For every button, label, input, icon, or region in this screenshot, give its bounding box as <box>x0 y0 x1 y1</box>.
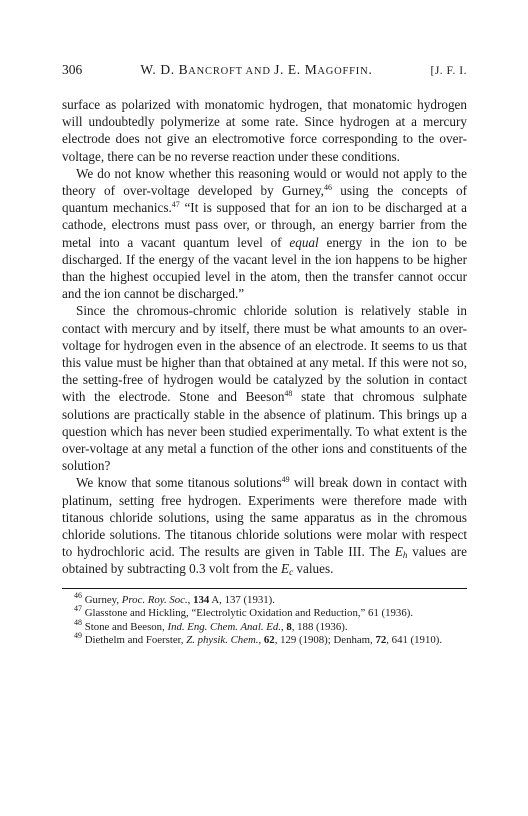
page-number: 306 <box>62 62 83 77</box>
footnote-47: $^{47}$ Glasstone and Hickling, “Electrolytic Oxidation and Reduction,” 61 (1936). <box>74 604 414 620</box>
footnote-49: $^{49}$ Diethelm and Foerster, Z. physik. Chem., 62, 129 (1908); Denham, 72, 641 (1910). <box>74 630 443 646</box>
footnote-46: $^{46}$ Gurney, Proc. Roy. Soc., 134 A, 137 (1931). <box>74 590 275 606</box>
article-body <box>62 96 467 578</box>
running-header <box>62 62 467 78</box>
footnote-ref-48[interactable]: 48 <box>284 389 293 399</box>
running-authors: W. D. BANCROFT AND J. E. MAGOFFIN. <box>140 62 373 77</box>
paragraph-1: surface as polarized with monatomic hydrogen, that monatomic hydrogen will undoubtedly polymerize at some rate. Since hydrogen at a mercury electrode does not give an electromotive force corresponding to the over-voltage, there can be no reverse reaction under these conditions. <box>62 97 467 164</box>
footnotes <box>62 590 467 648</box>
journal-abbrev: [J. F. I. <box>430 65 467 77</box>
footnote-ref-46[interactable]: 46 <box>323 183 332 193</box>
footnote-ref-47[interactable]: 47 <box>171 200 180 210</box>
paragraph-2: We do not know whether this reasoning would or would not apply to the theory of over-voltage developed by Gurney,$^{46}$ using the concepts of quantum mechanics.$^{47}$ “It is supposed that for an ion to be discharged at a cathode, electrons must pass over, or through, an energy barrier from the metal into a vacant quantum level of equal energy in the ion to be discharged. If the energy of the vacant level in the ion happens to be higher than the highest occupied level in the atom, then the transfer cannot occur and the ion cannot be discharged.” <box>62 165 468 302</box>
paragraph-3: Since the chromous-chromic chloride solution is relatively stable in contact with mercury and by itself, there must be what amounts to an over-voltage for hydrogen even in the absence of an electrode. It seems to us that this value must be higher than that obtained at any metal. If this were not so, the setting-free of hydrogen would be catalyzed by the solution in contact with the electrode. Stone and Beeson$^{48}$ state that chromous sulphate solutions are practically stable in the absence of platinum. This brings up a question which has never been studied experimentally. To what extent is the over-voltage at any metal a function of the other ions and constituents of the solution? <box>62 303 467 474</box>
journal-page <box>62 62 467 647</box>
footnote-divider <box>62 588 467 589</box>
paragraph-4: We know that some titanous solutions$^{49}$ will break down in contact with platinum, setting free hydrogen. Experiments were therefore made with titanous chloride solutions, using the same apparatus as in the chromous chloride solutions. The titanous chloride solutions were molar with respect to hydrochloric acid. The results are given in Table III. The $E_h$ values are obtained by subtracting 0.3 volt from the $E_c$ values. <box>62 475 467 578</box>
footnote-48: $^{48}$ Stone and Beeson, Ind. Eng. Chem. Anal. Ed., 8, 188 (1936). <box>74 617 348 633</box>
footnote-ref-49[interactable]: 49 <box>281 475 290 485</box>
